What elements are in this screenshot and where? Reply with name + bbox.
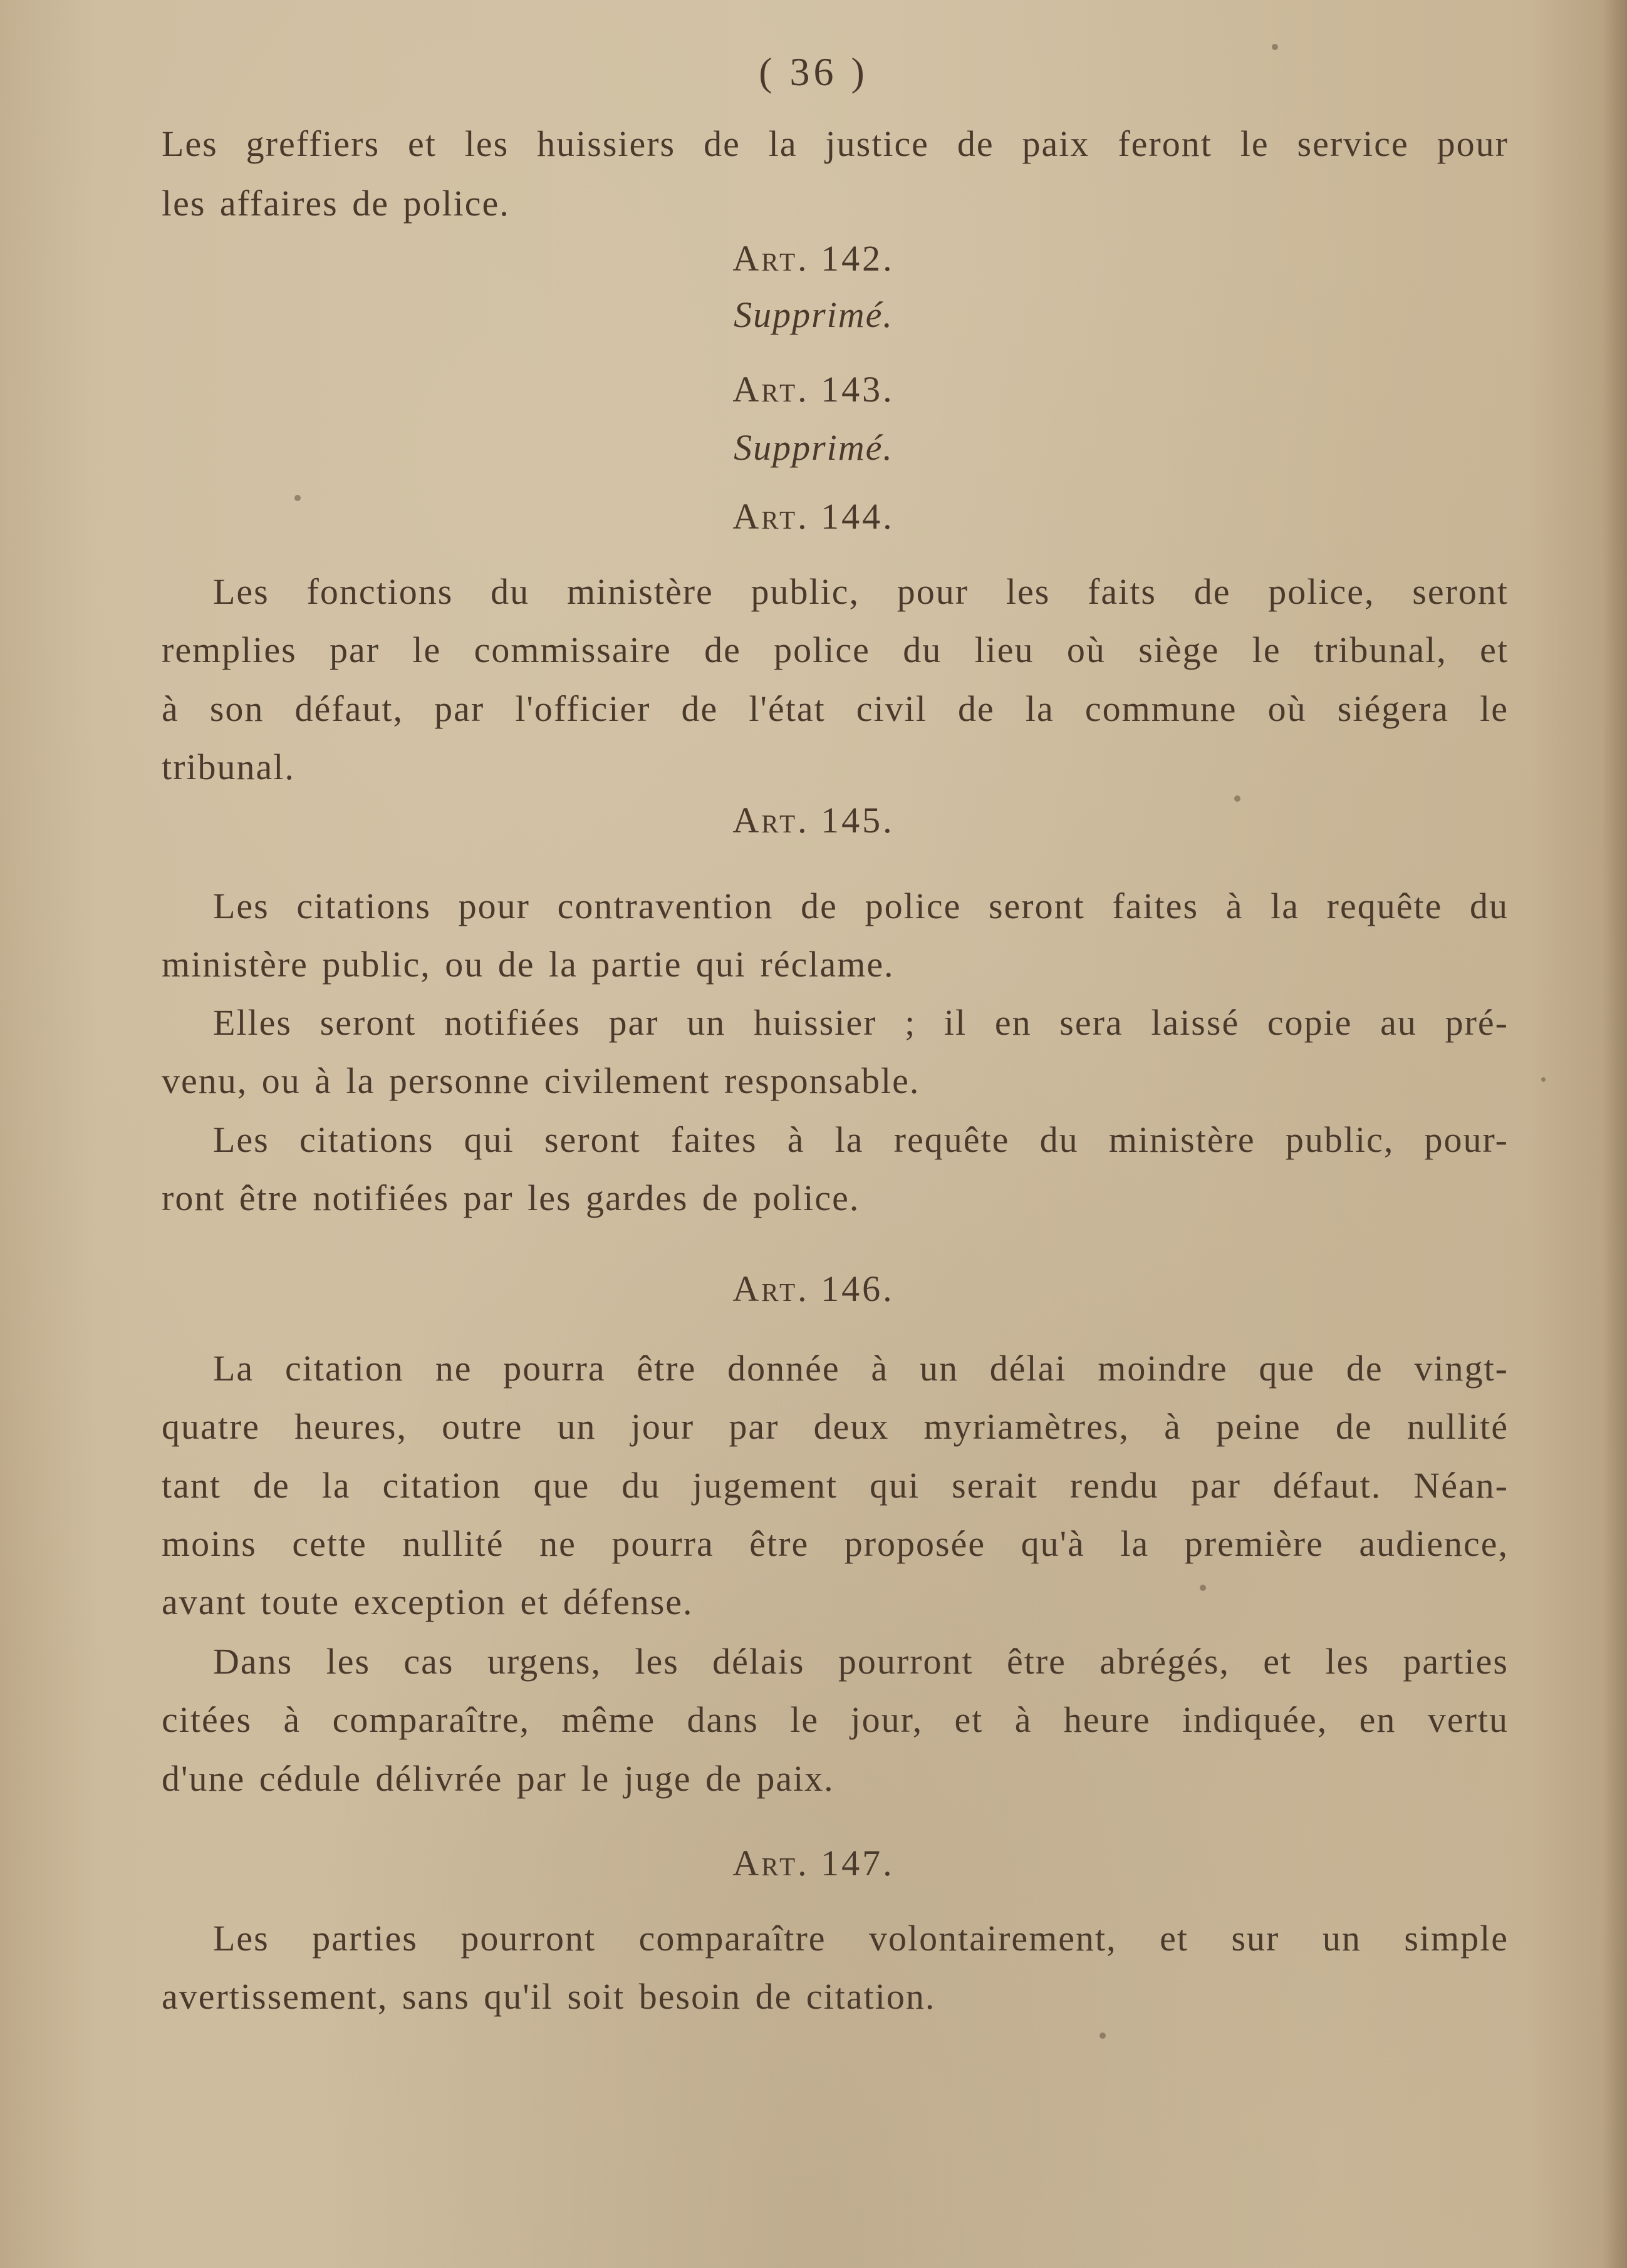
text-line: remplies par le commissaire de police du lieu où siège le tribunal, et	[162, 629, 1509, 670]
text-line: tant de la citation que du jugement qui serait rendu par défaut. Néan-	[162, 1465, 1509, 1506]
text-line: Elles seront notifiées par un huissier ; il en sera laissé copie au pré-	[213, 1002, 1509, 1043]
page-number: ( 36 )	[759, 49, 868, 94]
paper-speck	[1272, 44, 1278, 50]
article-heading-145: Art. 145.	[732, 800, 895, 841]
suppressed-note: Supprimé.	[734, 427, 893, 468]
paper-speck	[1099, 2032, 1106, 2039]
text-line: avant toute exception et défense.	[162, 1582, 694, 1622]
text-line: les affaires de police.	[162, 183, 510, 224]
text-line: Les citations pour contravention de police seront faites à la requête du	[213, 886, 1509, 926]
text-line: moins cette nullité ne pourra être proposée qu'à la première audience,	[162, 1523, 1509, 1564]
article-heading-142: Art. 142.	[732, 238, 895, 279]
text-line: venu, ou à la personne civilement responsable.	[162, 1060, 920, 1101]
suppressed-note: Supprimé.	[734, 294, 893, 335]
text-line: Les greffiers et les huissiers de la justice de paix feront le service pour	[162, 123, 1509, 164]
text-line: Les parties pourront comparaître volontairement, et sur un simple	[213, 1918, 1509, 1959]
text-line: Les citations qui seront faites à la requête du ministère public, pour-	[213, 1119, 1509, 1160]
text-line: La citation ne pourra être donnée à un délai moindre que de vingt-	[213, 1348, 1509, 1389]
text-line: d'une cédule délivrée par le juge de paix.	[162, 1758, 834, 1799]
text-line: citées à comparaître, même dans le jour, et à heure indiquée, en vertu	[162, 1699, 1509, 1740]
text-line: tribunal.	[162, 747, 295, 787]
article-heading-146: Art. 146.	[732, 1268, 895, 1309]
text-line: Dans les cas urgens, les délais pourront être abrégés, et les parties	[213, 1641, 1509, 1682]
article-heading-144: Art. 144.	[732, 496, 895, 537]
article-heading-143: Art. 143.	[732, 369, 895, 410]
text-line: ministère public, ou de la partie qui réclame.	[162, 944, 895, 985]
paper-speck	[1200, 1585, 1206, 1591]
page-edge-shadow	[1602, 0, 1627, 2268]
text-line: quatre heures, outre un jour par deux myriamètres, à peine de nullité	[162, 1406, 1509, 1447]
text-line: avertissement, sans qu'il soit besoin de citation.	[162, 1976, 936, 2017]
text-line: ront être notifiées par les gardes de police.	[162, 1178, 860, 1218]
text-line: à son défaut, par l'officier de l'état civil de la commune où siégera le	[162, 688, 1509, 729]
text-line: Les fonctions du ministère public, pour les faits de police, seront	[213, 571, 1509, 612]
paper-speck	[1541, 1077, 1546, 1082]
article-heading-147: Art. 147.	[732, 1843, 895, 1883]
